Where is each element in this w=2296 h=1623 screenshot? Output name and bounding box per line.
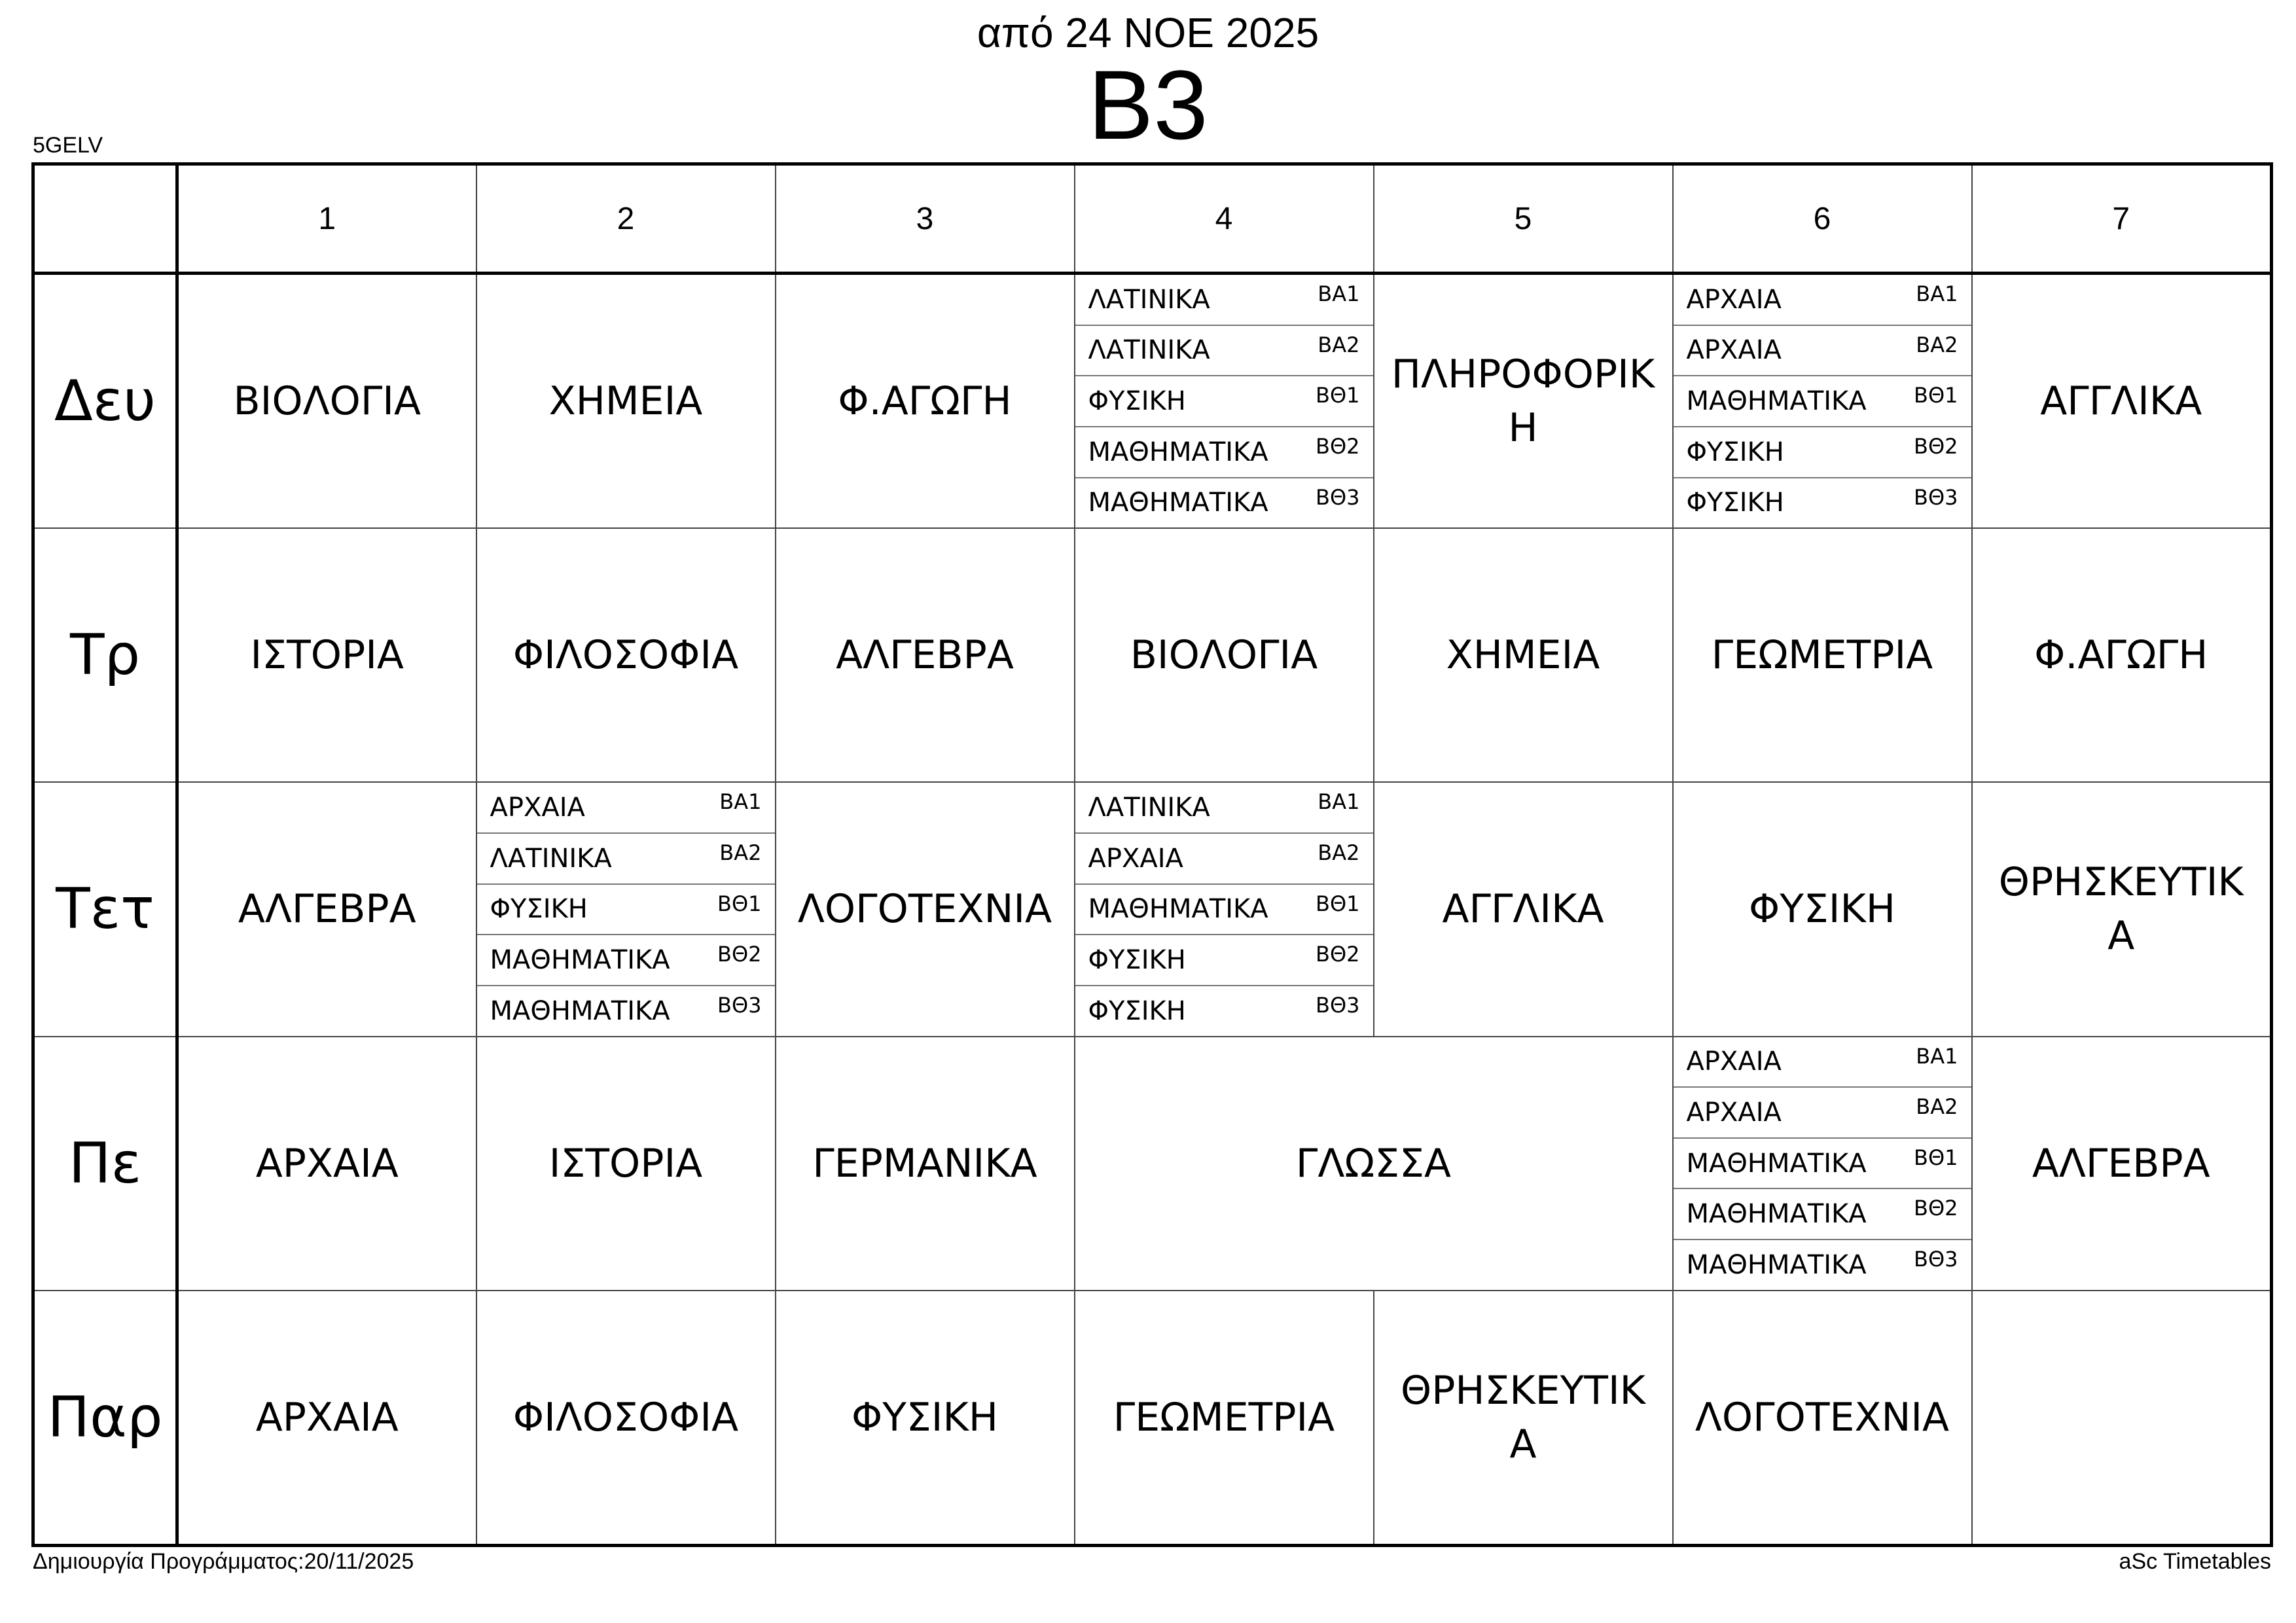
lesson-cell xyxy=(177,1037,476,1291)
group-code: ΒΑ2 xyxy=(1318,840,1360,866)
group-code: ΒΑ1 xyxy=(1916,1043,1958,1069)
lesson-subject: Φ.ΑΓΩΓΗ xyxy=(2034,632,2208,679)
group-code: ΒΑ2 xyxy=(1916,1094,1958,1120)
lesson-cell xyxy=(177,782,476,1036)
group-code: ΒΘ1 xyxy=(1316,383,1360,408)
group-list xyxy=(1674,1037,1971,1290)
group-code: ΒΘ3 xyxy=(1316,484,1360,510)
lesson-cell xyxy=(1673,782,1972,1036)
group-list xyxy=(477,783,775,1035)
split-lesson-cell xyxy=(1673,1037,1972,1291)
period-header-5: 5 xyxy=(1374,164,1673,274)
lesson-cell xyxy=(1075,1037,1673,1291)
group-list xyxy=(1075,783,1373,1035)
group-code: ΒΘ2 xyxy=(1914,433,1958,459)
class-title: Β3 xyxy=(1088,50,1208,160)
lesson-subject: ΒΙΟΛΟΓΙΑ xyxy=(233,378,422,425)
group-code: ΒΘ1 xyxy=(1914,1145,1958,1170)
day-label: Πε xyxy=(33,1037,177,1291)
group-code: ΒΘ2 xyxy=(717,942,762,967)
group-lesson xyxy=(477,986,775,1036)
group-lesson xyxy=(1075,478,1373,528)
group-code: ΒΘ3 xyxy=(1914,1247,1958,1272)
lesson-cell xyxy=(1972,1291,2272,1546)
lesson-cell xyxy=(1673,1291,1972,1546)
lesson-subject: ΓΕΩΜΕΤΡΙΑ xyxy=(1113,1394,1335,1440)
group-list xyxy=(1075,275,1373,527)
group-code: ΒΘ2 xyxy=(1316,942,1360,967)
group-lesson xyxy=(1075,885,1373,936)
timetable-grid xyxy=(31,162,2273,1547)
group-lesson xyxy=(1674,376,1971,427)
group-subject: ΜΑΘΗΜΑΤΙΚΑ xyxy=(1088,437,1268,467)
group-lesson xyxy=(1075,834,1373,885)
lesson-cell xyxy=(1075,1291,1374,1546)
group-subject: ΜΑΘΗΜΑΤΙΚΑ xyxy=(1088,488,1268,518)
day-row xyxy=(33,782,2272,1036)
period-header-row xyxy=(33,164,2272,274)
schedule-date: από 24 ΝΟΕ 2025 xyxy=(977,9,1319,56)
group-subject: ΑΡΧΑΙΑ xyxy=(1686,1097,1782,1128)
day-row xyxy=(33,1291,2272,1546)
day-row xyxy=(33,1037,2272,1291)
group-lesson xyxy=(477,783,775,834)
group-code: ΒΑ1 xyxy=(1916,281,1958,306)
group-lesson xyxy=(1674,478,1971,528)
lesson-subject: ΙΣΤΟΡΙΑ xyxy=(548,1140,703,1186)
split-lesson-cell xyxy=(476,782,776,1036)
group-list xyxy=(1674,275,1971,527)
group-lesson xyxy=(1075,783,1373,834)
lesson-cell xyxy=(776,782,1075,1036)
lesson-subject: ΙΣΤΟΡΙΑ xyxy=(250,632,404,679)
lesson-cell xyxy=(177,1291,476,1546)
lesson-subject: ΠΛΗΡΟΦΟΡΙΚΗ xyxy=(1391,351,1655,452)
lesson-subject: ΒΙΟΛΟΓΙΑ xyxy=(1130,632,1318,679)
group-code: ΒΘ3 xyxy=(1914,484,1958,510)
group-lesson xyxy=(1674,1139,1971,1190)
group-lesson xyxy=(1674,1088,1971,1139)
lesson-subject: ΑΛΓΕΒΡΑ xyxy=(238,886,416,933)
period-header-3: 3 xyxy=(776,164,1075,274)
lesson-subject: Φ.ΑΓΩΓΗ xyxy=(838,378,1012,425)
lesson-subject: ΦΥΣΙΚΗ xyxy=(852,1394,998,1440)
lesson-subject: ΑΡΧΑΙΑ xyxy=(255,1140,399,1186)
group-lesson xyxy=(1674,326,1971,377)
group-subject: ΑΡΧΑΙΑ xyxy=(1686,335,1782,366)
period-header-2: 2 xyxy=(476,164,776,274)
lesson-subject: ΓΕΡΜΑΝΙΚΑ xyxy=(812,1140,1037,1186)
lesson-subject: ΦΙΛΟΣΟΦΙΑ xyxy=(512,1394,739,1440)
lesson-subject: ΧΗΜΕΙΑ xyxy=(548,378,703,425)
group-code: ΒΘ2 xyxy=(1316,433,1360,459)
lesson-cell xyxy=(177,274,476,529)
group-code: ΒΑ1 xyxy=(1318,281,1360,306)
group-subject: ΛΑΤΙΝΙΚΑ xyxy=(1088,335,1210,366)
lesson-cell xyxy=(1972,782,2272,1036)
lesson-subject: ΦΙΛΟΣΟΦΙΑ xyxy=(512,632,739,679)
lesson-cell xyxy=(1972,528,2272,782)
group-lesson xyxy=(1674,427,1971,478)
group-lesson xyxy=(1075,935,1373,986)
group-lesson xyxy=(477,834,775,885)
day-label: Παρ xyxy=(33,1291,177,1546)
group-lesson xyxy=(1674,1189,1971,1240)
group-subject: ΜΑΘΗΜΑΤΙΚΑ xyxy=(490,995,670,1026)
group-code: ΒΘ3 xyxy=(1316,992,1360,1018)
group-subject: ΛΑΤΙΝΙΚΑ xyxy=(1088,793,1210,823)
day-row xyxy=(33,528,2272,782)
lesson-subject: ΑΡΧΑΙΑ xyxy=(255,1394,399,1440)
day-label: Δευ xyxy=(33,274,177,529)
group-lesson xyxy=(1674,1240,1971,1290)
group-subject: ΑΡΧΑΙΑ xyxy=(1088,843,1183,874)
lesson-subject: ΛΟΓΟΤΕΧΝΙΑ xyxy=(797,886,1052,933)
group-subject: ΑΡΧΑΙΑ xyxy=(1686,284,1782,315)
group-lesson xyxy=(1674,1037,1971,1088)
group-code: ΒΘ1 xyxy=(717,891,762,916)
group-lesson xyxy=(1075,376,1373,427)
corner-cell xyxy=(33,164,177,274)
lesson-cell xyxy=(476,274,776,529)
group-code: ΒΘ3 xyxy=(717,992,762,1018)
lesson-subject: ΓΛΩΣΣΑ xyxy=(1295,1140,1452,1186)
lesson-subject: ΛΟΓΟΤΕΧΝΙΑ xyxy=(1695,1394,1950,1440)
lesson-subject: ΓΕΩΜΕΤΡΙΑ xyxy=(1711,632,1933,679)
lesson-cell xyxy=(1075,528,1374,782)
group-code: ΒΘ2 xyxy=(1914,1196,1958,1221)
group-subject: ΛΑΤΙΝΙΚΑ xyxy=(1088,284,1210,315)
group-subject: ΦΥΣΙΚΗ xyxy=(1686,437,1784,467)
lesson-subject: ΑΛΓΕΒΡΑ xyxy=(2032,1140,2210,1186)
group-lesson xyxy=(477,935,775,986)
lesson-subject: ΘΡΗΣΚΕΥΤΙΚΑ xyxy=(1400,1367,1646,1467)
group-subject: ΦΥΣΙΚΗ xyxy=(1088,995,1186,1026)
group-code: ΒΑ1 xyxy=(1318,789,1360,815)
group-subject: ΜΑΘΗΜΑΤΙΚΑ xyxy=(1088,894,1268,925)
school-code: 5GELV xyxy=(33,133,103,158)
day-label: Τετ xyxy=(33,782,177,1036)
group-lesson xyxy=(1075,427,1373,478)
group-code: ΒΑ1 xyxy=(719,789,762,815)
lesson-cell xyxy=(476,1291,776,1546)
group-subject: ΑΡΧΑΙΑ xyxy=(1686,1046,1782,1077)
lesson-cell xyxy=(177,528,476,782)
software-brand: aSc Timetables xyxy=(2119,1549,2271,1574)
group-code: ΒΘ1 xyxy=(1316,891,1360,916)
group-subject: ΜΑΘΗΜΑΤΙΚΑ xyxy=(1686,386,1867,417)
group-lesson xyxy=(1075,326,1373,377)
group-subject: ΜΑΘΗΜΑΤΙΚΑ xyxy=(1686,1249,1867,1280)
lesson-cell xyxy=(1374,782,1673,1036)
lesson-cell xyxy=(476,528,776,782)
lesson-subject: ΑΓΓΛΙΚΑ xyxy=(1442,886,1604,933)
group-code: ΒΑ2 xyxy=(1916,332,1958,357)
lesson-cell xyxy=(1374,1291,1673,1546)
period-header-6: 6 xyxy=(1673,164,1972,274)
lesson-subject: ΧΗΜΕΙΑ xyxy=(1446,632,1600,679)
group-code: ΒΑ2 xyxy=(719,840,762,866)
lesson-subject: ΦΥΣΙΚΗ xyxy=(1749,886,1895,933)
group-code: ΒΑ2 xyxy=(1318,332,1360,357)
lesson-cell xyxy=(776,274,1075,529)
day-label: Τρ xyxy=(33,528,177,782)
group-subject: ΜΑΘΗΜΑΤΙΚΑ xyxy=(490,945,670,976)
lesson-cell xyxy=(776,1037,1075,1291)
group-lesson xyxy=(1075,275,1373,326)
lesson-cell xyxy=(1972,274,2272,529)
group-code: ΒΘ1 xyxy=(1914,383,1958,408)
split-lesson-cell xyxy=(1075,274,1374,529)
lesson-cell xyxy=(1972,1037,2272,1291)
split-lesson-cell xyxy=(1075,782,1374,1036)
lesson-subject: ΑΓΓΛΙΚΑ xyxy=(2040,378,2202,425)
group-subject: ΛΑΤΙΝΙΚΑ xyxy=(490,843,612,874)
lesson-cell xyxy=(776,1291,1075,1546)
lesson-cell xyxy=(776,528,1075,782)
lesson-cell xyxy=(1374,528,1673,782)
group-subject: ΜΑΘΗΜΑΤΙΚΑ xyxy=(1686,1148,1867,1179)
group-subject: ΦΥΣΙΚΗ xyxy=(1088,386,1186,417)
group-subject: ΦΥΣΙΚΗ xyxy=(1686,488,1784,518)
group-lesson xyxy=(1674,275,1971,326)
group-subject: ΜΑΘΗΜΑΤΙΚΑ xyxy=(1686,1199,1867,1230)
group-lesson xyxy=(1075,986,1373,1036)
split-lesson-cell xyxy=(1673,274,1972,529)
group-subject: ΦΥΣΙΚΗ xyxy=(490,894,588,925)
day-row xyxy=(33,274,2272,529)
creation-date: Δημιουργία Προγράμματος:20/11/2025 xyxy=(33,1549,414,1574)
lesson-cell xyxy=(476,1037,776,1291)
group-subject: ΑΡΧΑΙΑ xyxy=(490,793,585,823)
lesson-subject: ΘΡΗΣΚΕΥΤΙΚΑ xyxy=(1998,859,2244,959)
period-header-7: 7 xyxy=(1972,164,2272,274)
group-lesson xyxy=(477,885,775,936)
lesson-cell xyxy=(1673,528,1972,782)
period-header-4: 4 xyxy=(1075,164,1374,274)
lesson-subject: ΑΛΓΕΒΡΑ xyxy=(836,632,1014,679)
lesson-cell xyxy=(1374,274,1673,529)
period-header-1: 1 xyxy=(177,164,476,274)
group-subject: ΦΥΣΙΚΗ xyxy=(1088,945,1186,976)
